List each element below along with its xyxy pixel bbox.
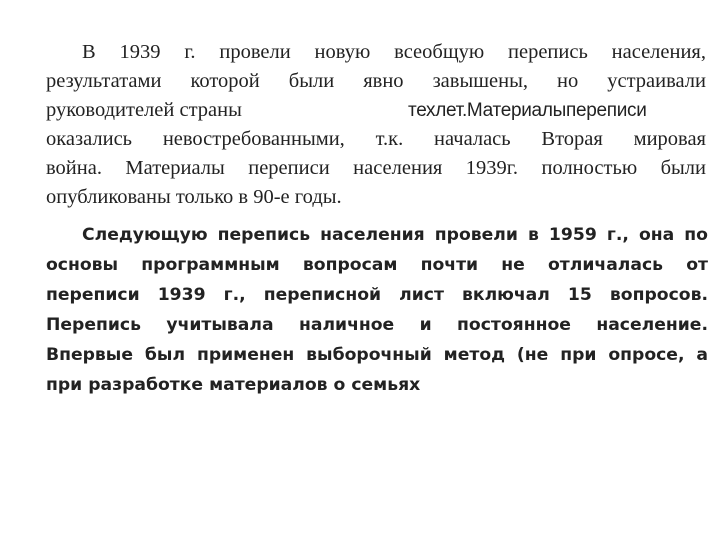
paragraph-1939-census bbox=[46, 38, 706, 212]
text-line: опубликованы только в 90-е годы. bbox=[46, 186, 342, 208]
text-line-part: руководителей страны bbox=[46, 99, 242, 121]
text-line: война. Материалы переписи населения 1939г. полностью были bbox=[46, 157, 706, 179]
paragraph-1959-census bbox=[46, 220, 708, 400]
text-line: результатами которой были явно завышены, но устраивали bbox=[46, 70, 706, 92]
text-line bbox=[46, 96, 706, 125]
text-line-part: техлет.Материалыпереписи bbox=[408, 100, 647, 121]
text-line: В 1939 г. провели новую всеобщую перепись населения, bbox=[82, 41, 706, 63]
text-line: при разработке материалов о семьях bbox=[46, 375, 421, 395]
text-line: переписи 1939 г., переписной лист включал 15 вопросов. bbox=[46, 285, 708, 305]
text-line: Следующую перепись населения провели в 1959 г., она по bbox=[82, 225, 708, 245]
text-line: оказались невостребованными, т.к. началась Вторая мировая bbox=[46, 128, 706, 150]
text-line: Впервые был применен выборочный метод (не при опросе, а bbox=[46, 345, 708, 365]
text-line: основы программным вопросам почти не отличалась от bbox=[46, 255, 708, 275]
text-line: Перепись учитывала наличное и постоянное население. bbox=[46, 315, 708, 335]
